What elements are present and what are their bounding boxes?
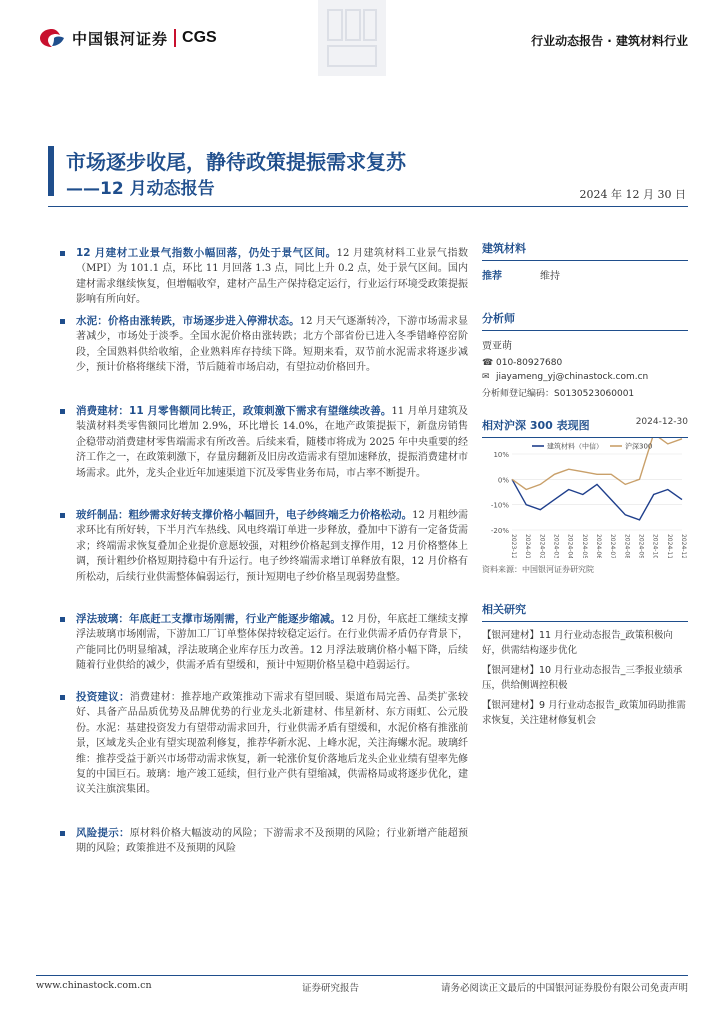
y-tick-label: -20% xyxy=(490,527,509,535)
report-title: 市场逐步收尾，静待政策提振需求复苏 xyxy=(66,150,406,174)
analyst-heading: 分析师 xyxy=(482,310,688,331)
chart-source: 资料来源：中国银河证券研究院 xyxy=(482,565,594,574)
analyst-email[interactable] xyxy=(482,372,688,382)
research-link[interactable]: 【银河建材】9 月行业动态报告_政策加码助推需求恢复，关注建材修复机会 xyxy=(482,700,686,726)
research-link[interactable]: 【银河建材】10 月行业动态报告_三季报业绩承压，供给侧调控积极 xyxy=(482,665,683,691)
report-category: 行业动态报告 · 建筑材料行业 xyxy=(531,34,688,48)
logo-chinese-name: 中国银河证券 xyxy=(72,29,169,48)
paragraph-body: 12 月份，年底赶工继续支撑浮法玻璃市场刚需，下游加工厂订单整体保持较稳定运行。在行业供需矛盾仍存背景下，产能同比仍明显缩减，浮法玻璃企业库存压力改善。12 月浮法玻璃价格小幅下降，后续随着行业供给的减少，供需矛盾有望缓和，预计中短期价格呈稳中趋弱运行。 xyxy=(76,614,469,672)
paragraph-body: 消费建材：推荐地产政策推动下需求有望回暖、渠道布局完善、品类扩张较好、具备产品品质优势及品牌优势的行业龙头北新建材、伟星新材、东方雨虹、公元股份。水泥：基建投资发力有望带动需求回升，行业供需矛盾有望缓和，水泥价格有推涨前景，区域龙头企业有望实现盈利修复，推荐华新水泥、上峰水泥，关注海螺水泥。玻璃纤维：推荐受益于新兴市场带动需求恢复，新一轮涨价复价落地后龙头企业业绩有望率先修复的中国巨石。玻璃：地产竣工延续，但行业产供有望缩减，供需格局或将逐步优化，建议关注旗滨集团。 xyxy=(76,692,469,796)
x-tick-label: 2024-11 xyxy=(665,534,673,558)
chart-heading xyxy=(482,417,688,438)
footer-report-type: 证券研究报告 xyxy=(302,983,360,994)
related-research-heading: 相关研究 xyxy=(482,601,688,622)
paragraph-float-glass xyxy=(60,612,468,686)
paragraph-consumer-materials xyxy=(60,404,468,504)
paragraph-body: 11 月单月建筑及装潢材料类零售额同比增加 2.9%，环比增长 14.0%，在地产政策提振下，新盘房销售企稳带动消费建材零售端需求有所改善。后续来看，随楼市将成为 2025 年中央重要的经济工作之一，在政策刺激下，存量房翻新及旧房改造需求有望加速释放，提振消费建材市场需求。此外，龙头企业近年加速渠道下沉及零售业务布局，市占率不断提升。 xyxy=(76,406,468,479)
company-logo-icon xyxy=(38,27,66,49)
paragraph-risk-warning xyxy=(60,826,468,872)
brand-logo xyxy=(38,27,217,49)
rating-key: 推荐 xyxy=(482,271,502,282)
paragraph-body: 12 月建筑材料工业景气指数（MPI）为 101.1 点，环比 11 月回落 1.3 点，同比上升 0.2 点，处于景气区间。国内建材需求继续恢复，但增幅收窄，建材产品生产保持稳定运行，行业运行环境受政策提振影响有所向好。 xyxy=(76,248,468,306)
logo-divider xyxy=(174,29,176,47)
x-tick-label: 2024-10 xyxy=(651,534,659,558)
paragraph-lead: 风险提示： xyxy=(76,827,130,839)
paragraph-fiberglass xyxy=(60,508,468,608)
research-link[interactable]: 【银河建材】11 月行业动态报告_政策积极向好，供需结构逐步优化 xyxy=(482,630,673,656)
y-tick-label: -10% xyxy=(490,501,509,510)
y-tick-label: 10% xyxy=(493,451,509,459)
rating-row xyxy=(482,267,688,282)
performance-chart xyxy=(482,438,688,558)
x-tick-label: 2024-01 xyxy=(524,534,532,558)
report-date: 2024 年 12 月 30 日 xyxy=(579,188,686,201)
x-tick-label: 2024-12 xyxy=(680,534,687,558)
chart-date: 2024-12-30 xyxy=(635,417,688,427)
paragraph-industry-mpi xyxy=(60,246,468,310)
footer-website[interactable]: www.chinastock.com.cn xyxy=(36,980,152,991)
paragraph-cement xyxy=(60,314,468,400)
paragraph-lead: 浮法玻璃：年底赶工支撑市场刚需，行业产能逐步缩减。 xyxy=(76,613,341,625)
paragraph-lead: 12 月建材工业景气指数小幅回落，仍处于景气区间。 xyxy=(76,247,337,259)
paragraph-lead: 水泥：价格由涨转跌，市场逐步进入停滞状态。 xyxy=(76,315,300,327)
watermark-emblem-icon xyxy=(318,0,386,76)
bullet-marker xyxy=(60,409,65,414)
x-tick-label: 2024-05 xyxy=(580,534,588,558)
paragraph-investment-advice xyxy=(60,690,468,822)
x-tick-label: 2024-08 xyxy=(623,534,631,558)
legend-label: 沪深300 xyxy=(625,442,653,451)
bullet-marker xyxy=(60,695,65,700)
y-tick-label: 0% xyxy=(497,476,509,485)
cert-number: 分析师登记编码：S0130523060001 xyxy=(482,389,635,399)
phone-icon: ☎ xyxy=(482,358,494,368)
page-header xyxy=(0,0,724,80)
report-subtitle: ——12 月动态报告 xyxy=(66,179,215,199)
analyst-name: 贾亚萌 xyxy=(482,341,512,352)
bullet-marker xyxy=(60,513,65,518)
x-tick-label: 2024-07 xyxy=(609,534,617,558)
main-content xyxy=(60,246,468,876)
title-divider xyxy=(48,206,688,207)
legend-label: 建筑材料（中信） xyxy=(547,442,603,451)
paragraph-lead: 投资建议： xyxy=(76,691,130,703)
footer-divider xyxy=(36,975,688,976)
bullet-marker xyxy=(60,617,65,622)
title-accent-bar xyxy=(48,146,54,196)
chart-title: 相对沪深 300 表现图 xyxy=(482,419,590,432)
paragraph-body: 原材料价格大幅波动的风险；下游需求不及预期的风险；行业新增产能超预期的风险；政策推进不及预期的风险 xyxy=(76,828,469,855)
email-address[interactable]: jiayameng_yj@chinastock.com.cn xyxy=(496,372,649,382)
phone-number: 010-80927680 xyxy=(496,358,563,368)
bullet-marker xyxy=(60,319,65,324)
x-tick-label: 2024-03 xyxy=(552,534,560,558)
rating-value: 维持 xyxy=(540,271,560,282)
analyst-phone xyxy=(482,358,688,368)
bullet-marker xyxy=(60,251,65,256)
x-tick-label: 2024-02 xyxy=(538,534,546,558)
x-tick-label: 2024-06 xyxy=(595,534,602,558)
paragraph-lead: 消费建材：11 月零售额同比转正，政策刺激下需求有望继续改善。 xyxy=(76,405,392,417)
paragraph-body: 12 月天气逐渐转冷，下游市场需求显著减少，市场处于淡季。全国水泥价格由涨转跌；北方个部省份已进入冬季错峰停窑阶段，全国熟料供给收缩，企业熟料库存持续下降。短期来看，双节前水泥需求将逐步减少，预计价格将继续下滑，节后随着市场启动，有望拉动价格回升。 xyxy=(76,316,468,374)
sidebar xyxy=(482,240,688,733)
industry-heading: 建筑材料 xyxy=(482,240,688,261)
mail-icon: ✉ xyxy=(482,372,490,382)
x-tick-label: 2024-04 xyxy=(566,534,574,558)
logo-english-name: CGS xyxy=(182,29,217,46)
paragraph-lead: 玻纤制品：粗纱需求好转支撑价格小幅回升，电子纱终端乏力价格松动。 xyxy=(76,509,413,521)
x-tick-label: 2023-12 xyxy=(510,534,517,558)
paragraph-body: 12 月粗纱需求环比有所好转，下半月汽车热线、风电终端订单进一步释放，叠加中下游有一定备货需求；终端需求恢复叠加企业提价意愿较强，对粗纱价格起到支撑作用，12 月价格整体上调，预计粗纱价格短期持稳中有升运行。电子纱终端需求增订单释放有限，12 月价格有所松动，后续行业供需整体偏弱运行，预计短期电子纱价格呈现弱势盘整。 xyxy=(76,510,469,583)
footer-disclaimer: 请务必阅读正文最后的中国银河证券股份有限公司免责声明 xyxy=(440,983,688,994)
analyst-cert xyxy=(482,386,688,399)
x-tick-label: 2024-09 xyxy=(637,534,645,558)
bullet-marker xyxy=(60,831,65,836)
